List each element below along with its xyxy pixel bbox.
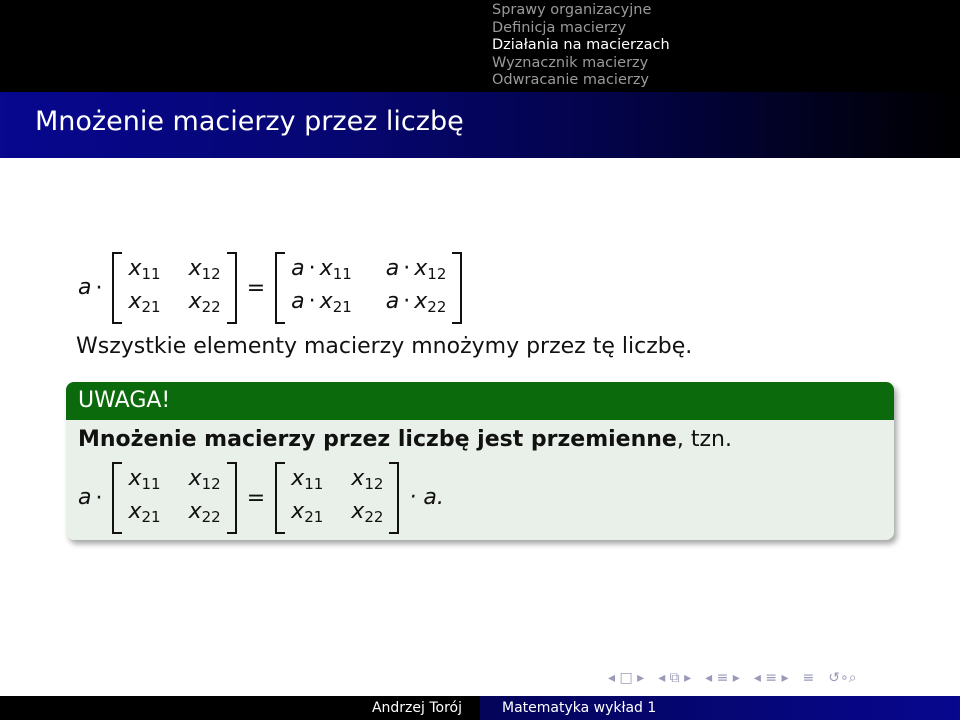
top-navigation-bar [0, 0, 960, 92]
right-bracket [227, 462, 237, 534]
matrix-cell-11: $x_{11}$ [291, 466, 324, 493]
footer-author: Andrzej Torój [0, 696, 480, 720]
nav-item-odwracanie-macierzy[interactable]: Odwracanie macierzy [492, 72, 650, 89]
left-bracket [275, 252, 285, 324]
matrix-cell-12: $x_{12}$ [188, 256, 221, 283]
slide-nav-icon[interactable]: ◂ ⧉ ▸ [658, 670, 692, 686]
trailing-scalar: · a. [409, 485, 444, 510]
alert-block-title: UWAGA! [66, 382, 894, 420]
nav-item-wyznacznik-macierzy[interactable]: Wyznacznik macierzy [492, 54, 649, 71]
result-cell-12: $a \cdot x_{12}$ [385, 256, 447, 283]
left-matrix [112, 462, 236, 534]
statement-text: Wszystkie elementy macierzy mnożymy przez tę liczbę. [76, 334, 693, 359]
matrix-cell-21: $x_{21}$ [128, 499, 161, 526]
matrix-cell-21: $x_{21}$ [291, 499, 324, 526]
right-bracket [452, 252, 462, 324]
top-bar-left-panel [0, 0, 480, 92]
alert-block-text: Mnożenie macierzy przez liczbę jest przemienne, tzn. [78, 427, 732, 452]
footer-bar [0, 696, 960, 720]
dot-operator: · [95, 485, 103, 511]
section-nav-icon[interactable]: ◂ ≡ ▸ [753, 670, 789, 686]
right-matrix [275, 462, 399, 534]
footer-course-title: Matematyka wykład 1 [480, 696, 960, 720]
section-navigation [480, 0, 960, 92]
matrix-cell-21: $x_{21}$ [128, 289, 161, 316]
result-cell-22: $a \cdot x_{22}$ [385, 289, 447, 316]
frame-title-bar [0, 92, 960, 158]
matrix-cell-12: $x_{12}$ [351, 466, 384, 493]
matrix-cell-22: $x_{22}$ [188, 289, 221, 316]
left-bracket [112, 252, 122, 324]
right-bracket [389, 462, 399, 534]
result-matrix [275, 252, 462, 324]
nav-item-sprawy-organizacyjne[interactable]: Sprawy organizacyjne [492, 2, 652, 19]
search-nav-icon[interactable]: ↺∘⌕ [828, 670, 857, 686]
left-matrix [112, 252, 236, 324]
matrix-cell-22: $x_{22}$ [351, 499, 384, 526]
scalar-a: a [78, 275, 92, 300]
equals-sign: = [246, 485, 266, 511]
result-cell-21: $a \cdot x_{21}$ [291, 289, 352, 316]
equals-sign: = [246, 275, 266, 301]
matrix-cell-11: $x_{11}$ [128, 256, 161, 283]
result-cell-11: $a \cdot x_{11}$ [291, 256, 352, 283]
matrix-cell-12: $x_{12}$ [188, 466, 221, 493]
left-bracket [275, 462, 285, 534]
commutative-equation [72, 462, 450, 534]
scalar-multiplication-equation [72, 252, 466, 324]
alert-block [66, 382, 894, 540]
subsection-nav-icon[interactable]: ◂ ≡ ▸ [705, 670, 740, 686]
right-bracket [227, 252, 237, 324]
nav-item-dzialania-na-macierzach[interactable]: Działania na macierzach [492, 37, 670, 54]
navigation-symbols [608, 670, 857, 686]
matrix-cell-11: $x_{11}$ [128, 466, 161, 493]
outline-nav-icon[interactable]: ≡ [802, 670, 815, 686]
left-bracket [112, 462, 122, 534]
dot-operator: · [95, 275, 103, 301]
frame-title: Mnożenie macierzy przez liczbę [35, 106, 464, 137]
frame-nav-icon[interactable]: ◂ □ ▸ [608, 670, 645, 686]
nav-item-definicja-macierzy[interactable]: Definicja macierzy [492, 19, 627, 36]
matrix-cell-22: $x_{22}$ [188, 499, 221, 526]
scalar-a: a [78, 485, 92, 510]
